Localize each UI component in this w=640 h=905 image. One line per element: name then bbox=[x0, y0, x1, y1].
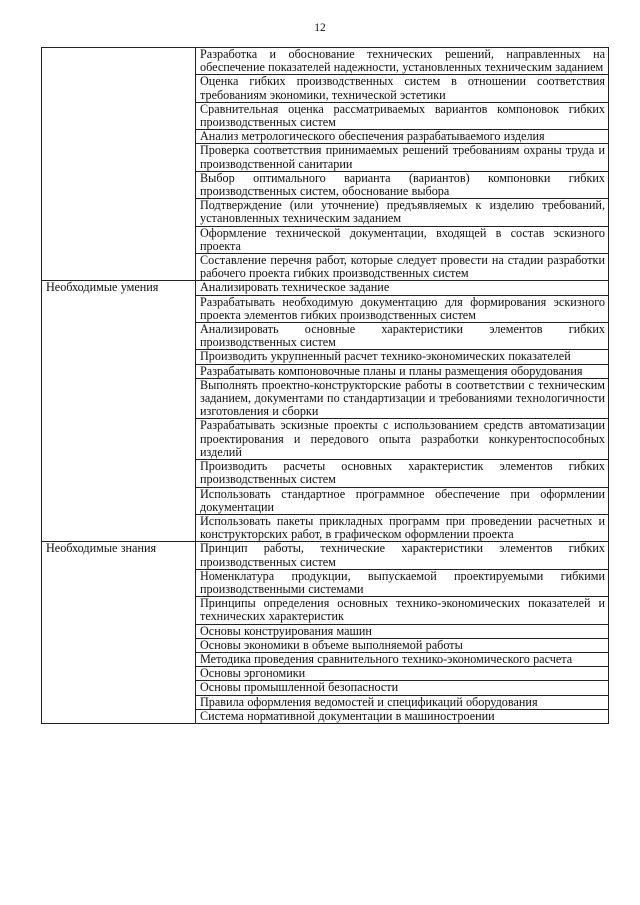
requirement-item: Использовать пакеты прикладных программ при проведении расчетных и конструкторских работ, в графическом оформлении проекта bbox=[196, 514, 609, 541]
requirement-item: Сравнительная оценка рассматриваемых вариантов компоновок гибких производственных систем bbox=[196, 102, 609, 129]
requirement-item: Система нормативной документации в машиностроении bbox=[196, 709, 609, 723]
requirement-item: Разрабатывать необходимую документацию для формирования эскизного проекта элементов гибких производственных систем bbox=[196, 295, 609, 322]
page-number: 12 bbox=[314, 22, 326, 34]
requirement-item: Оценка гибких производственных систем в отношении соответствия требованиям экономики, технической эстетики bbox=[196, 75, 609, 102]
requirement-item: Использовать стандартное программное обеспечение при оформлении документации bbox=[196, 487, 609, 514]
requirement-item: Анализ метрологического обеспечения разрабатываемого изделия bbox=[196, 130, 609, 144]
requirement-item: Анализировать основные характеристики элементов гибких производственных систем bbox=[196, 323, 609, 350]
requirement-item: Разрабатывать компоновочные планы и планы размещения оборудования bbox=[196, 364, 609, 378]
section-label: Необходимые умения bbox=[42, 281, 196, 542]
section-label: Необходимые знания bbox=[42, 542, 196, 724]
requirement-item: Выполнять проектно-конструкторские работы в соответствии с техническим заданием, документами по стандартизации и требованиями технологичности изготовления и сборки bbox=[196, 378, 609, 419]
requirement-item: Производить расчеты основных характеристик элементов гибких производственных систем bbox=[196, 460, 609, 487]
requirement-item: Номенклатура продукции, выпускаемой проектируемыми гибкими производственными системами bbox=[196, 569, 609, 596]
requirement-item: Производить укрупненный расчет технико-экономических показателей bbox=[196, 350, 609, 364]
section-label bbox=[42, 48, 196, 281]
table-row bbox=[42, 48, 609, 75]
requirement-item: Анализировать техническое задание bbox=[196, 281, 609, 295]
requirement-item: Правила оформления ведомостей и спецификаций оборудования bbox=[196, 695, 609, 709]
requirement-item: Основы экономики в объеме выполняемой работы bbox=[196, 638, 609, 652]
requirement-item: Оформление технической документации, входящей в состав эскизного проекта bbox=[196, 226, 609, 253]
table-row bbox=[42, 542, 609, 569]
requirement-item: Выбор оптимального варианта (вариантов) компоновки гибких производственных систем, обоснование выбора bbox=[196, 171, 609, 198]
requirement-item: Принципы определения основных технико-экономических показателей и технических характеристик bbox=[196, 597, 609, 624]
requirement-item: Составление перечня работ, которые следует провести на стадии разработки рабочего проекта гибких производственных систем bbox=[196, 254, 609, 281]
requirements-table bbox=[41, 47, 609, 724]
requirement-item: Принцип работы, технические характеристики элементов гибких производственных систем bbox=[196, 542, 609, 569]
requirement-item: Методика проведения сравнительного технико-экономического расчета bbox=[196, 652, 609, 666]
requirements-table-body bbox=[42, 48, 609, 724]
requirement-item: Подтверждение (или уточнение) предъявляемых к изделию требований, установленных техническим заданием bbox=[196, 199, 609, 226]
requirement-item: Основы конструирования машин bbox=[196, 624, 609, 638]
requirement-item: Разработка и обоснование технических решений, направленных на обеспечение показателей надежности, установленных техническим заданием bbox=[196, 48, 609, 75]
requirement-item: Разрабатывать эскизные проекты с использованием средств автоматизации проектирования и передового опыта разработки конкурентоспособных изделий bbox=[196, 419, 609, 460]
table-row bbox=[42, 281, 609, 295]
requirement-item: Основы эргономики bbox=[196, 667, 609, 681]
requirement-item: Проверка соответствия принимаемых решений требованиям охраны труда и производственной санитарии bbox=[196, 144, 609, 171]
requirement-item: Основы промышленной безопасности bbox=[196, 681, 609, 695]
